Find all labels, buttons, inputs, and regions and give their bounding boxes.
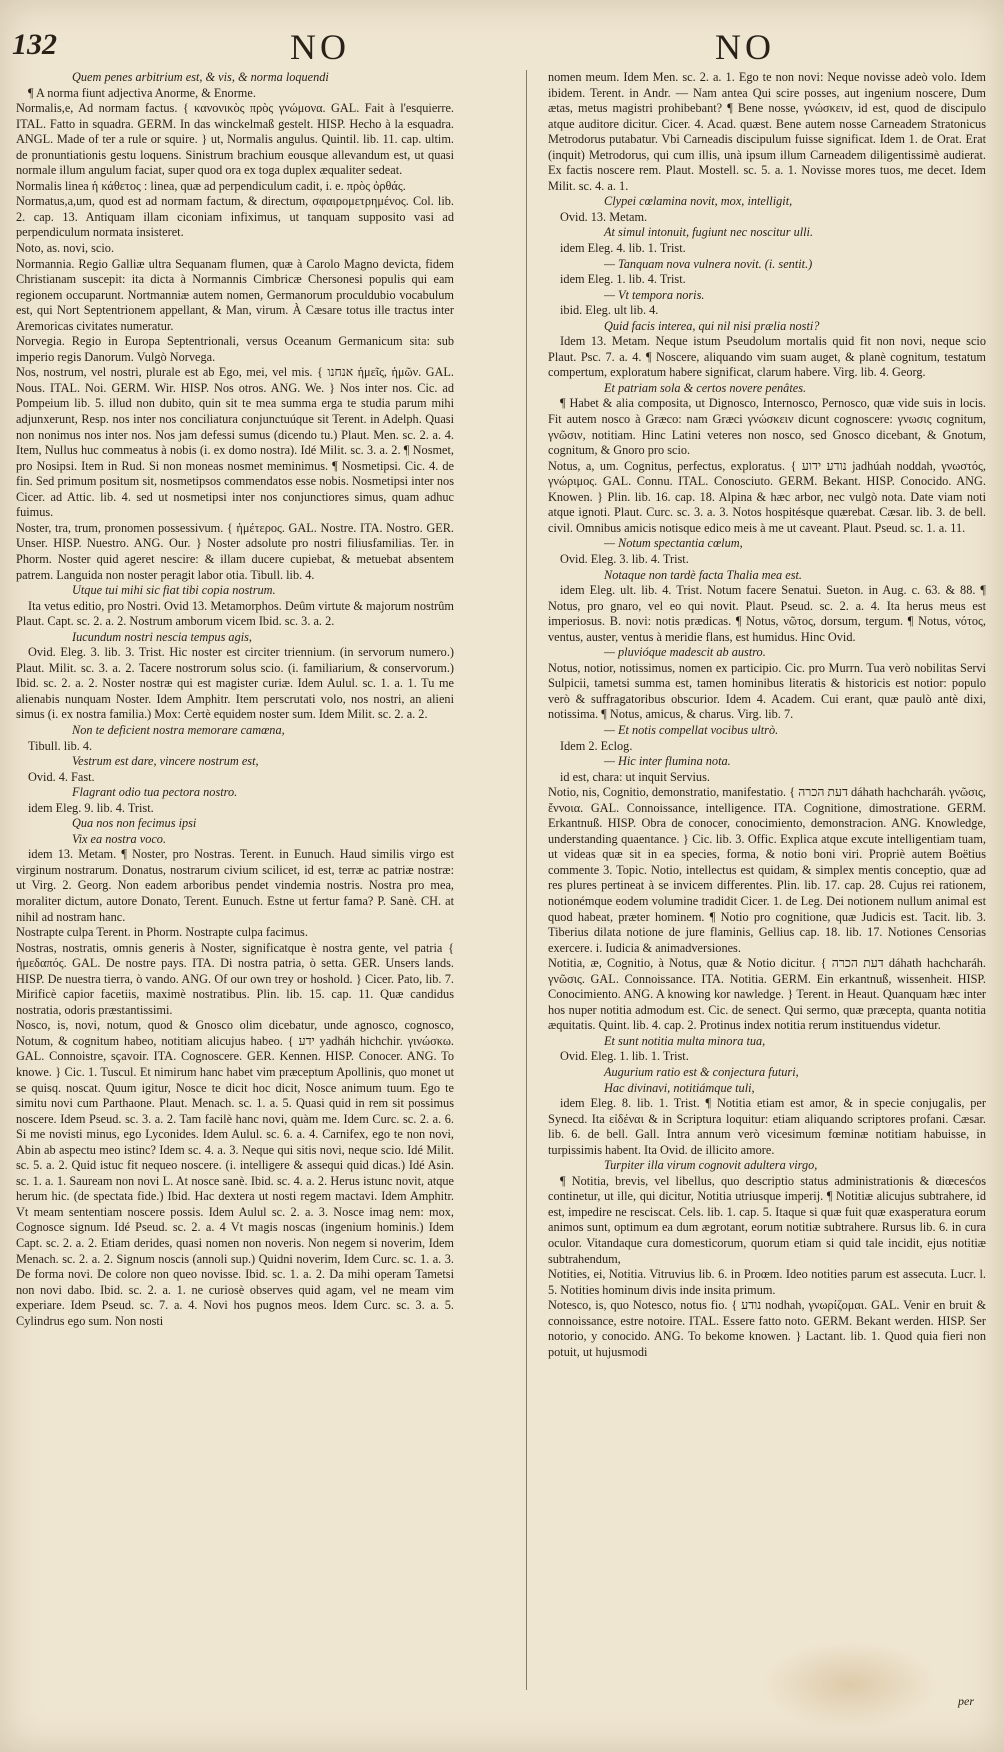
verse-quote: — Vt tempora noris. (604, 287, 705, 302)
verse-quote: Et patriam sola & certos novere penâtes. (604, 380, 807, 395)
right-running-head: NO (715, 27, 775, 67)
right-column-paragraph: Notus, notior, notissimus, nomen ex participio. Cic. pro Murrn. Tua verò nobilitas Servi Sulpicii, tametsi summa est, tamen hominibus literatis & historicis est notior: populo verò & suffragatoribus obscurior. Idem 4. Academ. Cui erant, quæ paulò antè dixi, notissima. ¶ Notus, amicus, & charus. Virg. lib. 7. (548, 660, 986, 722)
column-divider (526, 70, 527, 1690)
right-column-paragraph: Notesco, is, quo Notesco, notus fio. { נודע nodhah, γνωρίζομαι. GAL. Venir en bruit & connoissance, estre notoire. ITAL. Essere fatto noto. GERM. Bekant werden. HISP. Ser notorio, y conocido. ANG. To bekome knowen. } Lactant. lib. 1. Quod quia fieri non potuit, ut hujusmodi (548, 1298, 986, 1359)
left-column-paragraph: idem 13. Metam. ¶ Noster, pro Nostras. Terent. in Eunuch. Haud similis virgo est virginum nostrarum. Donatus, nostrarum civium scilicet, id est, terræ ac patriæ nostræ: ut Virg. 2. Georg. Non eadem arboribus pendet vindemia nostris. Nostra pro mea, moraliter dictum, autore Donato, Terent. Eunuch. Estne ut fertur fama? P. Sanè. CH. at nihil ad nostram hanc. (16, 847, 454, 924)
left-running-head: NO (290, 27, 350, 67)
right-column-paragraph: Notio, nis, Cognitio, demonstratio, manifestatio. { דעת הכרה dáhath hachcharáh. γνῶσις, ἔννοια. GAL. Connoissance, intelligence. ITA. Cognitione, dimostratione. GERM. Erkantnuß. HISP. Obra de conocer, conocimiento, demonstracion. ANG. Knowledge, understanding quaentance. } Cic. lib. 3. Offic. Explica atque excute intelligentiam tuam, ut videas quæ sit in ea species, forma, & notio boni viri. Propriè autem Boëtius commente 3. Topic. Notio, intellectus est quidam, & simplex mentis conceptio, quæ ad res plures pertineat à se invicem differentes. Plin. lib. 17. cap. 28. Cujus rei rationem, notionémque eodem volumine tradidit Cicer. 1. de Leg. Dei notionem nullum animal est quod habeat, præter hominem. ¶ Notio pro cognitione, quæ Judicis est. Tacit. lib. 3. Tiberius dilata notione de jure flaminis, Gellius cap. 18. lib. 17. Notiones Censorias exercere. i. Iudicia & animadversiones. (548, 785, 986, 955)
verse-quote: Non te deficient nostra memorare camœna, (72, 722, 285, 737)
left-column-paragraph: Nostras, nostratis, omnis generis à Noster, significatque è nostra gente, vel patria { ἡμεδαπός. GAL. De nostre pays. ITA. Di nostra patria, ò setta. GER. Unsers lands. HISP. De nuestra tierra, ò vando. ANG. Of our own trey or hoshold. } Cicer. Pato, lib. 7. Mirificè capior facetiis, maximè nostratibus. Plin. lib. 15. cap. 11. Quæ candidus nostratia, odoris præstantissimi. (16, 940, 454, 1017)
verse-quote: — pluvióque madescit ab austro. (604, 645, 766, 660)
verse-quote: Augurium ratio est & conjectura futuri, (604, 1065, 799, 1079)
right-column-paragraph: ¶ Habet & alia composita, ut Dignosco, Internosco, Pernosco, quæ vide suis in locis. Fit autem nosco à Græco: nam Græci γνώσκειν dicunt cognoscere: γνωσις cognitum, γνῶσιν, notitiam. Hinc Latini veteres non nosco, sed Gnosco dicebant, & Gnotum, cognitum, & Gnoro pro scio. (548, 396, 986, 458)
verse-quote: Et sunt notitia multa minora tua, (604, 1033, 766, 1048)
left-column-paragraph: Nostrapte culpa Terent. in Phorm. Nostrapte culpa facimus. (16, 925, 308, 940)
right-column-paragraph: id est, chara: ut inquit Servius. (560, 769, 710, 784)
verse-quote: Qua nos non fecimus ipsi (72, 816, 197, 831)
verse-quote: Iucundum nostri nescia tempus agis, (72, 629, 252, 644)
left-column-paragraph: Normannia. Regio Galliæ ultra Sequanam flumen, quæ à Carolo Magno devicta, fidem Christianam suscepit: ita dicta à Normannis Cimbricæ Chersonesi populis qui eam regionem occuparunt. Nortmanniæ autem nomen, Germanorum proculdubio vocabulum est, qui Nort Septentrionem appellant, & Man, virum. À Cæsare totus ille tractus inter Aremoricas civitates numeratur. (16, 256, 454, 333)
verse-quote: Utque tui mihi sic fiat tibi copia nostrum. (72, 583, 276, 598)
right-column-paragraph: Idem 13. Metam. Neque istum Pseudolum mortalis quid fit non novi, neque scio Plaut. Psc. 7. a. 4. ¶ Noscere, aliquando vim suam auget, & planè cognitum, testatum compertum, exploratum habere significat, clarum habere. Virg. lib. 4. Georg. (548, 334, 986, 380)
left-column-paragraph: Nosco, is, novi, notum, quod & Gnosco olim dicebatur, unde agnosco, cognosco, Notum, & cognitum habeo, notitiam alicujus habeo. { ידע yadháh hichchir. γινώσκω. GAL. Connoistre, sçavoir. ITA. Cognoscere. GER. Kennen. HISP. Conocer. ANG. To knowe. } Cic. 1. Tuscul. Et nimirum hanc habet vim præceptum Apollinis, quo monet ut se quisq. noscat. Quum igitur, Nosce te dicit hoc dicit, Nosce animum tuum. Ego te simitu novi cum Parthaone. Plaut. Menach. sc. 1. a. 5. Quasi quid in rem sit possimus noscere. Idem Pseud. sc. 3. a. 2. Tam facilè hanc novi, quàm me. Idem Curc. sc. 2. a. 6. Si me novisti minus, ego Lyconides. Idem Aulul. sc. 6. a. 4. Carnifex, ego te non novi, Abin ab aspectu meo istinc? Idem sc. 4. a. 3. Neque qui sitis novi, neque scio. Idé Milit. sc. 5. a. 2. Quid istuc fit nequeo noscere. (i. intelligere & assequi quid dicas.) Idé Asin. sc. 1. a. 1. Sauream non novi L. At nosce sanè. Ibid. sc. 4. a. 2. Herus istunc novit, atque herum hic. (de spectata fide.) Ibid. Hac dextera ut nosti regem mactavi. Idem Amphitr. Vt meam sententiam noscere possis. Idem Aulul sc. 2. a. 3. Nosce imag nem: mox, Cognosce signum. Idé Pseud. sc. 2. a. 4 Vt magis noscas (ingenium hominis.) Idem Capt. sc. 2. a. 2. Etiam derides, quasi nomen non noveris. Non negem si noverim, Idem Menach. sc. 2. a. 2. Signum noscis (annoli sup.) Quidni noverim, Idem Curc. sc. 1. a. 3. De forma novi. De colore non queo novisse. Ibid. sc. 1. a. 2. Da mihi operam Tametsi non novi dabo. Ibid. sc. 2. a. 1. ne curiosè observes quid agam, vel ne meam vim experiare. Idem Pseud. sc. 7. a. 4. Novi hos pugnos meos. Idem Curc. sc. 3. a. 5. Cylindrus ego sum. Non nosti (16, 1018, 454, 1328)
verse-quote: Vix ea nostra voco. (72, 831, 167, 846)
left-column-paragraph: Normalis,e, Ad normam factus. { κανονικὸς πρὸς γνώμονα. GAL. Fait à l'esquierre. ITAL. Fatto in squadra. GERM. In das winckelmaß gestelt. HISP. Hecho à la esquadra. ANGL. Made of ter a rule or squire. } ut, Normalis angulus. Quintil. lib. 11. cap. ultim. de pronuntiationis gestu loquens. Sinistrum brachium eousque allevandum est, ut quasi normale illum angulum faciat, super quod ora ex toga duplex æqualiter sedeat. (16, 101, 454, 178)
verse-quote: Clypei cœlamina novit, mox, intelligit, (604, 194, 793, 209)
left-column-paragraph: ¶ A norma fiunt adjectiva Anorme, & Enorme. (28, 85, 256, 100)
page-number: 132 (12, 28, 57, 61)
verse-quote: Quem penes arbitrium est, & vis, & norma loquendi (72, 70, 329, 84)
left-column (16, 70, 454, 1710)
right-column-paragraph: nomen meum. Idem Men. sc. 2. a. 1. Ego te non novi: Neque novisse adeò volo. Idem ibidem. Terent. in Andr. — Nam antea Qui scire posses, aut ingenium noscere, Dum ætas, metus magistri prohibebant? ¶ Bene nosse, γνώσκειν, id est, quod de discipulo atque auditore dicitur. Cicer. 4. Acad. quæst. Bene autem nosse Carneadem Stratonicus Metrodorus putabatur. Vbi Carneadis discipulum fuisse significat. Idem 1. de Orat. Erat (inquit) Metrodorus, qui cum illis, unà ipsum illum Carneadem diligentissimè audierat. Ex factis noscere rem. Plaut. Mostell. sc. 5. a. 1. Novisse mores tuos, me decet. Idem Milit. sc. 4. a. 1. (548, 70, 986, 193)
verse-quote: — Et notis compellat vocibus ultrò. (604, 722, 779, 737)
left-column-paragraph: Normalis linea ἡ κάθετος : linea, quæ ad perpendiculum cadit, i. e. πρὸς ὀρθάς. (16, 178, 406, 193)
right-column (548, 70, 986, 1710)
verse-quote: Hac divinavi, notitiámque tuli, (604, 1080, 755, 1095)
right-column-paragraph: ibid. Eleg. ult lib. 4. (560, 303, 659, 318)
left-column-paragraph: Noto, as. novi, scio. (16, 241, 115, 256)
verse-quote: — Notum spectantia cœlum, (604, 536, 743, 551)
right-column-paragraph: Notus, a, um. Cognitus, perfectus, exploratus. { נודע ידוע jadhúah noddah, γνωστός, γνώριμος. GAL. Connu. ITAL. Conosciuto. GERM. Bekant. HISP. Conocido. ANG. Knowen. } Plin. lib. 16. cap. 18. Alpina & hæc arbor, nec vulgò nota. Date viam noti atque ignoti. Plaut. Curc. sc. 3. a. 3. Notos hospitésque quærebat. Cæsar. lib. 3. de bell. civil. Omnibus amicis notisque edico meis à me ut caveant. Plaut. Pseud. sc. 1. a. 11. (548, 458, 986, 535)
verse-quote: Vestrum est dare, vincere nostrum est, (72, 754, 259, 769)
catchword: per (958, 1694, 974, 1708)
verse-quote: — Hic inter flumina nota. (604, 754, 731, 769)
verse-quote: At simul intonuit, fugiunt nec noscitur ulli. (604, 225, 814, 240)
right-column-paragraph: Idem 2. Eclog. (560, 738, 633, 753)
right-column-paragraph: Ovid. 13. Metam. (560, 209, 648, 224)
left-column-paragraph: Ovid. 4. Fast. (28, 769, 95, 784)
left-column-paragraph: Nos, nostrum, vel nostri, plurale est ab Ego, mei, vel mis. { אנחנו ἡμεῖς, ἡμῶν. GAL. Nous. ITAL. Noi. GERM. Wir. HISP. Nos otros. ANG. We. } Nos inter nos. Cic. ad Pompeium lib. 5. illud non dubito, quin sit te mea summa erga te studia parum mihi adjunxerunt, Resp. nos inter nos conciliatura conjunctuúque sit Terent. in Adelph. Quasi non nonimus nos inter nos. Nos jam defessi sumus (dicendo tu.) Plaut. Men. sc. 2. a. 4. Item, Nullus huc commeatus à nobis (i. ex domo nostra). Idé Milit. sc. 3. a. 2. ¶ Nosmet, pro Nosipsi. Item in Rud. Si non moneas nosmet meminimus. ¶ Nosmetipsi. Cic. 4. de fin. Sed primum positum sit, nosmetipsos commendatos esse nobis. Nosmetipsi inter nos Cicer. ad Attic. lib. 4. sed ut nosmetipsi inter nos conjunctiores simus, quam adhuc fuimus. (16, 365, 454, 520)
left-column-paragraph: Tibull. lib. 4. (28, 738, 93, 753)
right-column-paragraph: idem Eleg. 4. lib. 1. Trist. (560, 241, 686, 256)
right-column-paragraph: idem Eleg. 8. lib. 1. Trist. ¶ Notitia etiam est amor, & in specie conjugalis, per Synecd. Ita εἰδέναι & in Scriptura loquitur: etiam aliquando scriptores profani. Cæsar. lib. 6. de bell. Gall. Intra annum verò vicesimum fœminæ notitiam habuisse, in turpissimis habent. Ita Ovid. de illicito amore. (548, 1096, 986, 1157)
right-column-paragraph: Ovid. Eleg. 1. lib. 1. Trist. (560, 1049, 689, 1064)
right-column-paragraph: idem Eleg. ult. lib. 4. Trist. Notum facere Senatui. Sueton. in Aug. c. 63. & 88. ¶ Notus, pro gnaro, vel eo qui novit. Plaut. Pseud. sc. 2. a. 4. Ita herus meus est imperiosus. B. novi: notis prædicas. ¶ Notus, νῶτος, dorsum, tergum. ¶ Notus, νότος, ventus, auster, ventus à meridie flans, est humidus. Hinc Ovid. (548, 583, 986, 644)
right-column-paragraph: Notitia, æ, Cognitio, à Notus, quæ & Notio dicitur. { דעת הכרה dáhath hachcharáh. γνῶσις. GAL. Connoissance. ITA. Notitia. GERM. Ein erkantnuß, wissenheit. HISP. Conocimiento. ANG. A knowing kor nawledge. } Terent. in Heaut. Quanquam hæc inter hos nuper notitia admodum est. Cic. de senect. Qui sermo, quæ præcepta, quanta notitia æquitatis. Quint. lib. 4. cap. 2. Protinus index notitia rerum instituendus videtur. (548, 956, 986, 1033)
left-column-paragraph: idem Eleg. 9. lib. 4. Trist. (28, 800, 154, 815)
right-column-paragraph: idem Eleg. 1. lib. 4. Trist. (560, 272, 686, 287)
right-column-paragraph: Notities, ei, Notitia. Vitruvius lib. 6. in Proœm. Ideo notities parum est assecuta. Lucr. l. 5. Notities hominum divis inde insita primum. (548, 1267, 986, 1297)
right-column-paragraph: ¶ Notitia, brevis, vel libellus, quo descriptio status administrationis & diœcesćos continetur, ut ille, qui dicitur, Notitia utriusque imperij. ¶ Notitiæ alicujus subtrahere, id est, impedire ne resciscat. Cels. lib. 1. cap. 5. Itaque si quæ fuit quæ exasperatura eorum animos sunt, optimum ea dum ægrotant, eorum notitiæ subtrahere. Rursus lib. 6. in cura oculor. Vitandaque cura domesticorum, quorum etiam si quid tale incidit, ejus notitiæ subtrahendum, (548, 1173, 986, 1266)
left-column-paragraph: Normatus,a,um, quod est ad normam factum, & directum, σφαιρομετρημένος. Col. lib. 2. cap. 13. Antiquam illam ciconiam infiximus, ut tanquam supposito vasi ad perpendiculum normata insisteret. (16, 194, 454, 240)
left-column-paragraph: Ovid. Eleg. 3. lib. 3. Trist. Hic noster est circiter triennium. (in servorum numero.) Plaut. Milit. sc. 3. a. 2. Tacere nostrorum solus scio. (i. familiarium, & conservorum.) Ibid. sc. 2. a. 2. Noster nostræ qui est magister curiæ. Idem Aulul. sc. 1. a. 1. Tu me alienabis nunquam Noster. Idem Amphitr. Item perscrutati volo, nos nostri, an alieni simus (i. ex nostra familia.) Mox: Certè equidem noster sum. Idem Milit. sc. 2. a. 2. (16, 645, 454, 722)
left-column-paragraph: Ita vetus editio, pro Nostri. Ovid 13. Metamorphos. Deûm virtute & majorum nostrûm Plaut. Capt. sc. 2. a. 2. Nostrum amborum vicem Ibid. sc. 3. a. 2. (16, 598, 454, 629)
verse-quote: Turpiter illa virum cognovit adultera virgo, (604, 1158, 818, 1173)
verse-quote: Quid facis interea, qui nil nisi prælia nosti? (604, 318, 820, 333)
left-column-paragraph: Norvegia. Regio in Europa Septentrionali, versus Oceanum Germanicum sita: sub imperio regis Danorum. Vulgò Norvega. (16, 334, 454, 364)
verse-quote: Notaque non tardè facta Thalia mea est. (604, 567, 802, 582)
right-column-paragraph: Ovid. Eleg. 3. lib. 4. Trist. (560, 551, 689, 566)
page-header (0, 22, 1004, 70)
verse-quote: Flagrant odio tua pectora nostro. (72, 785, 238, 800)
verse-quote: — Tanquam nova vulnera novit. (i. sentit.) (604, 256, 813, 271)
left-column-paragraph: Noster, tra, trum, pronomen possessivum. { ἡμέτερος. GAL. Nostre. ITA. Nostro. GER. Unser. HISP. Nuestro. ANG. Our. } Noster adsolute pro nostri filiusfamilias. Ter. in Phorm. Noster quid ageret nescire: & illam ducere cupiebat, & metuebat absentem patrem. Languida non noster peragit labor otia. Tibull. lib. 4. (16, 520, 454, 582)
